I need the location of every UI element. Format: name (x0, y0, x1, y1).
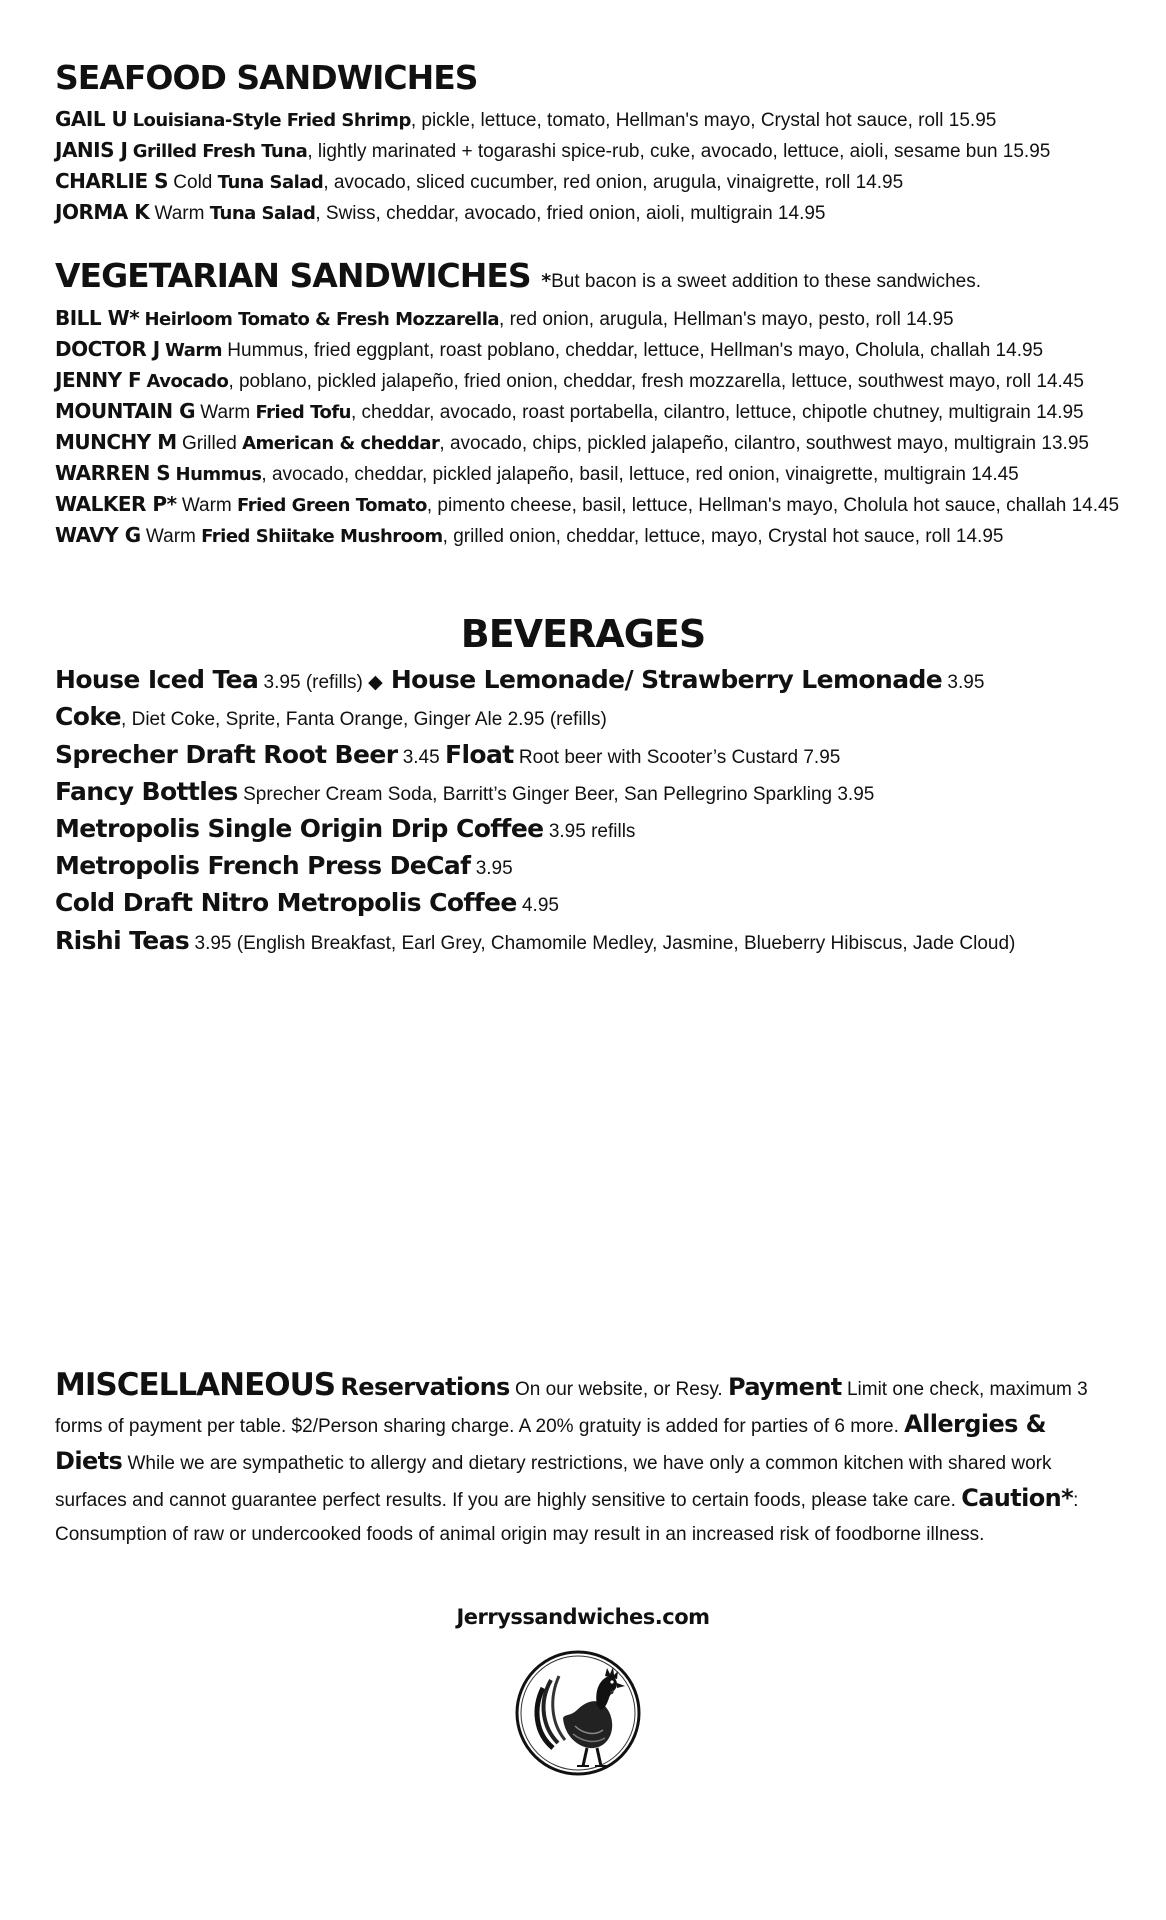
item-name: MOUNTAIN G (55, 399, 196, 423)
caution-text: : Consumption of raw or undercooked foods of animal origin may result in an increased risk of foodborne illness. (55, 1490, 1079, 1545)
item-feature: Hummus (175, 464, 262, 485)
diamond-icon: ◆ (368, 672, 383, 693)
item-feature: American & cheddar (242, 433, 440, 454)
menu-item (55, 523, 1003, 549)
item-feature: Fried Shiitake Mushroom (201, 526, 443, 547)
menu-item (55, 306, 954, 332)
menu-item (55, 399, 1084, 425)
note-mark: * (541, 270, 552, 292)
item-name: WARREN S (55, 461, 171, 485)
beverage-line (55, 888, 559, 921)
item-desc: , Swiss, cheddar, avocado, fried onion, aioli, multigrain 14.95 (315, 203, 826, 224)
item-name: DOCTOR J (55, 337, 160, 361)
reservations-label: Reservations (340, 1373, 510, 1401)
item-name: BILL W* (55, 306, 140, 330)
menu-item (55, 337, 1043, 363)
menu-item (55, 461, 1019, 487)
item-feature: Grilled Fresh Tuna (132, 141, 308, 162)
beverage-line (55, 702, 607, 735)
menu-item (55, 368, 1084, 394)
item-name: CHARLIE S (55, 169, 169, 193)
menu-item (55, 169, 903, 195)
allergies-text: While we are sympathetic to allergy and dietary restrictions, we have only a common kitchen with shared work surfaces and cannot guarantee perfect results. If you are highly sensitive to certain foods, please take care. (55, 1453, 1052, 1511)
item-pre: Warm (154, 203, 210, 224)
beverage-line (55, 814, 635, 847)
item-pre: Grilled (181, 433, 243, 454)
beverage-name: Float (444, 740, 514, 769)
item-feature: Tuna Salad (217, 172, 324, 193)
misc-title: MISCELLANEOUS (55, 1367, 336, 1403)
beverage-name: Rishi Teas (55, 926, 190, 955)
item-desc: Hummus, fried eggplant, roast poblano, cheddar, lettuce, Hellman's mayo, Cholula, challah 14.95 (222, 340, 1044, 361)
beverage-name: House Lemonade/ Strawberry Lemonade (382, 665, 943, 694)
item-feature: Heirloom Tomato & Fresh Mozzarella (144, 309, 500, 330)
beverage-detail: Sprecher Cream Soda, Barritt’s Ginger Beer, San Pellegrino Sparkling 3.95 (237, 784, 875, 805)
beverage-detail: 3.95 (470, 858, 513, 879)
item-name: JORMA K (55, 200, 150, 224)
beverage-detail: 3.95 refills (543, 821, 636, 842)
beverage-name: House Iced Tea (55, 665, 259, 694)
vegetarian-title-row (55, 256, 981, 295)
beverage-line (55, 926, 1015, 959)
item-name: MUNCHY M (55, 430, 177, 454)
payment-label: Payment (727, 1373, 842, 1401)
beverage-name: Coke (55, 702, 122, 731)
item-desc: , pimento cheese, basil, lettuce, Hellman's mayo, Cholula hot sauce, challah 14.45 (426, 495, 1120, 516)
item-feature: Fried Green Tomato (237, 495, 427, 516)
item-feature: Avocado (146, 371, 229, 392)
seafood-title: SEAFOOD SANDWICHES (55, 58, 478, 97)
beverage-detail: 3.95 (English Breakfast, Earl Grey, Chamomile Medley, Jasmine, Blueberry Hibiscus, Jade Cloud) (189, 933, 1016, 954)
beverage-line (55, 665, 984, 698)
item-pre: Warm (145, 526, 202, 547)
item-name: WAVY G (55, 523, 141, 547)
item-desc: , red onion, arugula, Hellman's mayo, pesto, roll 14.95 (499, 309, 954, 330)
item-pre: Warm (200, 402, 256, 423)
beverage-detail: Root beer with Scooter’s Custard 7.95 (513, 747, 841, 768)
menu-item (55, 107, 996, 133)
beverage-detail: , Diet Coke, Sprite, Fanta Orange, Ginger Ale 2.95 (refills) (121, 709, 607, 730)
beverage-name: Metropolis French Press DeCaf (55, 851, 471, 880)
beverage-line (55, 777, 874, 810)
vegetarian-note: But bacon is a sweet addition to these sandwiches. (551, 271, 981, 292)
item-name: JANIS J (55, 138, 128, 162)
menu-item (55, 200, 825, 226)
beverage-name: Metropolis Single Origin Drip Coffee (55, 814, 544, 843)
beverage-detail: 3.45 (397, 747, 445, 768)
item-desc: , cheddar, avocado, roast portabella, cilantro, lettuce, chipotle chutney, multigrain 14.95 (350, 402, 1084, 423)
allergies-label: Allergies & Diets (55, 1410, 1046, 1475)
item-feature: Tuna Salad (209, 203, 316, 224)
item-name: WALKER P* (55, 492, 177, 516)
misc-paragraph (55, 1368, 1115, 1552)
item-feature: Louisiana-Style Fried Shrimp (132, 110, 411, 131)
website-link[interactable]: Jerryssandwiches.com (456, 1605, 710, 1629)
beverage-name: Fancy Bottles (55, 777, 238, 806)
beverage-line (55, 851, 513, 884)
beverage-detail: 3.95 (942, 672, 985, 693)
menu-item (55, 138, 1050, 164)
beverage-name: Sprecher Draft Root Beer (55, 740, 398, 769)
item-name: JENNY F (55, 368, 142, 392)
beverage-detail: 4.95 (516, 895, 559, 916)
item-name: GAIL U (55, 107, 128, 131)
item-desc: , poblano, pickled jalapeño, fried onion, cheddar, fresh mozzarella, lettuce, southwest mayo, roll 14.45 (228, 371, 1084, 392)
beverages-title: BEVERAGES (460, 612, 706, 656)
beverage-detail: 3.95 (refills) (258, 672, 369, 693)
item-desc: , avocado, cheddar, pickled jalapeño, basil, lettuce, red onion, vinaigrette, multigrain 14.45 (261, 464, 1019, 485)
rooster-icon (513, 1648, 643, 1778)
beverage-name: Cold Draft Nitro Metropolis Coffee (55, 888, 517, 917)
item-feature: Fried Tofu (255, 402, 351, 423)
menu-item (55, 430, 1089, 456)
item-desc: , pickle, lettuce, tomato, Hellman's mayo, Crystal hot sauce, roll 15.95 (410, 110, 997, 131)
item-desc: , lightly marinated + togarashi spice-rub, cuke, avocado, lettuce, aioli, sesame bun 15.95 (307, 141, 1051, 162)
item-feature: Warm (165, 340, 223, 361)
menu-item (55, 492, 1119, 518)
beverage-line (55, 740, 840, 773)
vegetarian-title: VEGETARIAN SANDWICHES (55, 256, 531, 295)
item-desc: , grilled onion, cheddar, lettuce, mayo, Crystal hot sauce, roll 14.95 (442, 526, 1004, 547)
item-desc: , avocado, sliced cucumber, red onion, arugula, vinaigrette, roll 14.95 (323, 172, 904, 193)
caution-label: Caution* (961, 1484, 1074, 1512)
payment-text: Limit one check, maximum 3 forms of payment per table. $2/Person sharing charge. A 20% gratuity is added for parties of 6 more. (55, 1379, 1088, 1437)
item-pre: Cold (173, 172, 218, 193)
item-desc: , avocado, chips, pickled jalapeño, cilantro, southwest mayo, multigrain 13.95 (439, 433, 1089, 454)
item-pre: Warm (181, 495, 238, 516)
reservations-text: On our website, or Resy. (509, 1379, 728, 1400)
